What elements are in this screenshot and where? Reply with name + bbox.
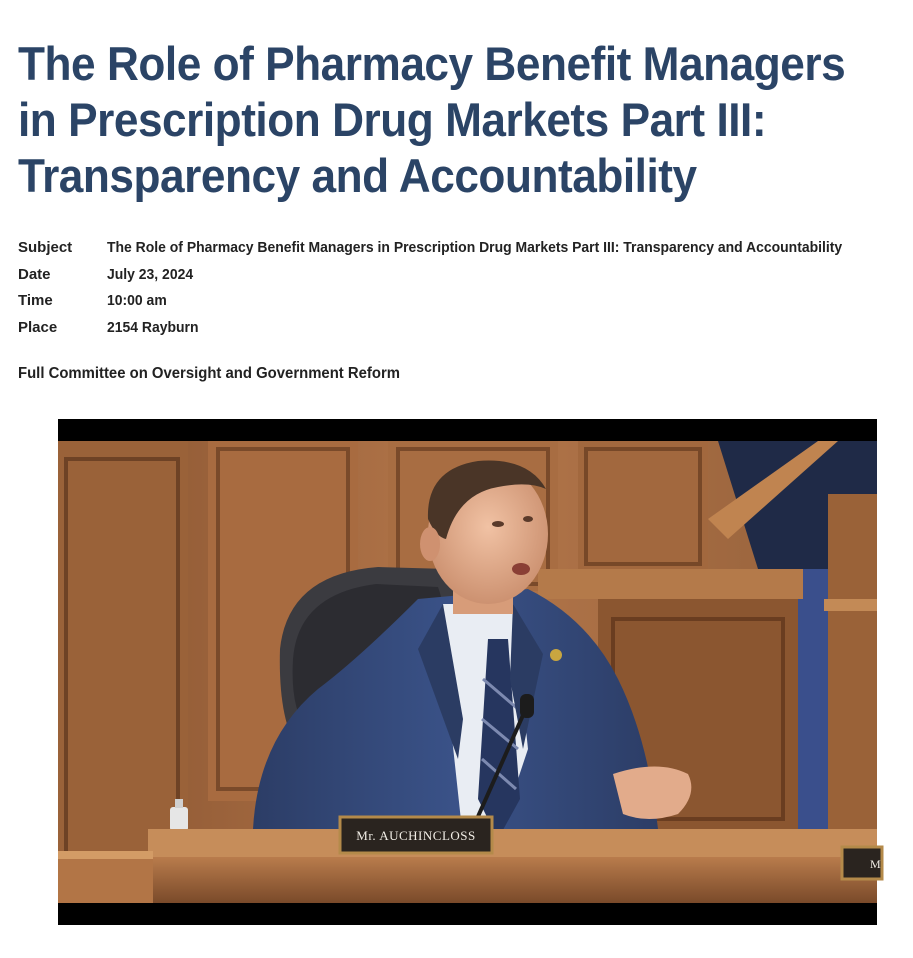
detail-label: Date: [18, 265, 51, 283]
page-title: [18, 36, 845, 204]
title-line: The Role of Pharmacy Benefit Managers: [18, 37, 846, 90]
detail-value: July 23, 2024: [107, 265, 194, 283]
detail-row-date: [18, 261, 897, 288]
second-nameplate-text: M: [870, 857, 881, 871]
video-frame: [58, 419, 881, 925]
hearing-details: [18, 234, 897, 341]
title-line: Transparency and Accountability: [18, 149, 697, 202]
detail-label: Place: [18, 318, 58, 336]
title-line: in Prescription Drug Markets Part III:: [18, 93, 767, 146]
detail-value: 10:00 am: [107, 292, 167, 310]
detail-label: Time: [18, 292, 53, 310]
detail-label: Subject: [18, 238, 73, 256]
detail-value: 2154 Rayburn: [107, 318, 199, 336]
detail-row-time: [18, 287, 897, 314]
detail-row-subject: [18, 234, 897, 261]
committee-name: Full Committee on Oversight and Government Reform: [18, 365, 400, 382]
nameplate-text: Mr. AUCHINCLOSS: [356, 828, 476, 843]
detail-value: The Role of Pharmacy Benefit Managers in Prescription Drug Markets Part III: Transparency and Accountability: [107, 238, 843, 256]
hearing-video-player[interactable]: [58, 419, 881, 925]
detail-row-place: [18, 314, 897, 341]
